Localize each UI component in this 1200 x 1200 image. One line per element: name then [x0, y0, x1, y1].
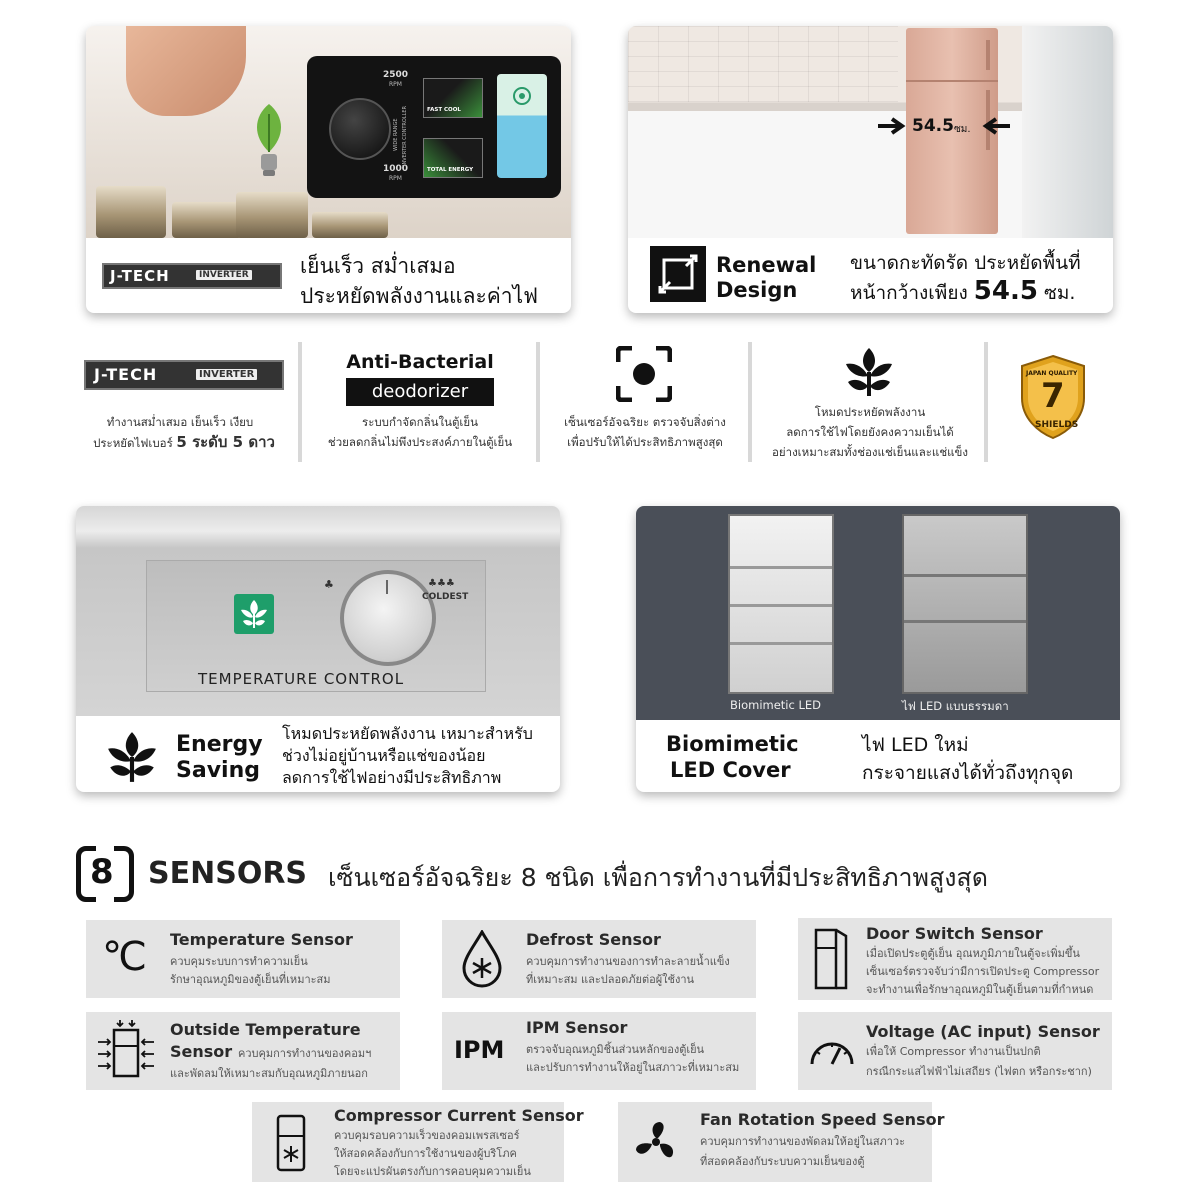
sensor-card-door-switch	[798, 918, 1112, 1000]
sensor-title-line2: Sensor	[170, 1042, 233, 1061]
inverter-panel	[86, 26, 571, 313]
controller-dial	[329, 98, 391, 160]
water-drop-icon	[460, 930, 504, 988]
led-title-1: Biomimetic	[666, 732, 799, 756]
sensor-desc: และปรับการทำงานให้อยู่ในสภาวะที่เหมาะสม	[526, 1061, 740, 1074]
eco-leaf-icon	[234, 594, 274, 634]
energy-desc-3: ลดการใช้ไฟอย่างมีประสิทธิภาพ	[282, 768, 502, 787]
jtech-badge-sub: INVERTER	[196, 270, 252, 280]
led-left-caption: Biomimetic LED	[730, 698, 822, 712]
shelf	[730, 566, 832, 569]
shield-number: 7	[1041, 376, 1065, 416]
temperature-control-label: TEMPERATURE CONTROL	[198, 670, 405, 688]
hand-image	[126, 26, 246, 116]
sensor-title: Outside Temperature	[170, 1020, 361, 1039]
leaf-icon	[842, 346, 896, 398]
vertical-label-1: WIDE RANGE	[393, 118, 399, 151]
window	[1022, 26, 1113, 238]
snowflake-triple-icon: ♣♣♣	[428, 578, 455, 589]
fridge-interior-standard	[902, 514, 1028, 694]
sensor-desc: เซ็นเซอร์ตรวจจับว่ามีการเปิดประตู Compressor	[866, 965, 1100, 978]
feature-4-line3: อย่างเหมาะสมทั้งช่องแช่เย็นและแช่แข็ง	[771, 445, 969, 459]
feature-1-line2-bold: 5 ระดับ 5 ดาว	[176, 433, 275, 451]
sensor-desc: และพัดลมให้เหมาะสมกับอุณหภูมิภายนอก	[170, 1067, 368, 1080]
feature-3-line1: เซ็นเซอร์อัจฉริยะ ตรวจจับสิ่งต่าง	[564, 415, 726, 429]
wall-tiles	[628, 26, 898, 102]
sensor-card-outside-temperature	[86, 1012, 400, 1090]
deodorizer-label: deodorizer	[371, 381, 469, 402]
jtech-badge-sub: INVERTER	[196, 369, 257, 380]
feature-divider	[298, 342, 302, 462]
jtech-badge	[102, 263, 282, 289]
energy-desc-2: ช่วงไม่อยู่บ้านหรือแช่ของน้อย	[282, 746, 486, 765]
energy-panel	[76, 506, 560, 792]
sensor-desc: ที่เหมาะสม และปลอดภัยต่อผู้ใช้งาน	[526, 973, 695, 986]
fridge-split	[906, 80, 998, 82]
renewal-desc-unit: ซม.	[1043, 282, 1076, 304]
sensor-desc: ควบคุมการทำงานของพัดลมให้อยู่ในสภาวะ	[700, 1135, 906, 1148]
led-right-caption: ไฟ LED แบบธรรมดา	[902, 699, 1009, 713]
sensor-desc: จะทำงานเพื่อรักษาอุณหภูมิในตู้เย็นตามที่กำหนด	[866, 983, 1094, 996]
sensor-desc: เพื่อให้ Compressor ทำงานเป็นปกติ	[866, 1045, 1041, 1058]
led-desc-1: ไฟ LED ใหม่	[862, 734, 969, 756]
renewal-title-1: Renewal	[716, 253, 817, 277]
leaf-icon	[104, 730, 160, 784]
feature-1-line2	[70, 432, 298, 453]
feature-2-line1: ระบบกำจัดกลิ่นในตู้เย็น	[362, 415, 478, 429]
shield-bottom-label: SHIELDS	[1035, 420, 1079, 430]
snowflake-single-icon: ♣	[324, 578, 334, 591]
feature-4-line1: โหมดประหยัดพลังงาน	[814, 405, 926, 419]
dial-indicator	[386, 580, 388, 594]
sensor-card-temperature	[86, 920, 400, 998]
feature-divider	[984, 342, 988, 462]
led-title-2: LED Cover	[670, 758, 791, 782]
rpm-low: 1000	[383, 164, 409, 174]
feature-4-line2: ลดการใช้ไฟโดยยังคงความเย็นได้	[786, 425, 954, 439]
jtech-badge-small	[84, 360, 284, 390]
sensor-desc: รักษาอุณหภูมิของตู้เย็นที่เหมาะสม	[170, 973, 331, 986]
fast-cool-label: FAST COOL	[427, 107, 461, 113]
sensors-count-gap-bottom	[96, 896, 114, 908]
rpm-high-unit: RPM	[389, 81, 402, 88]
sensor-title: Fan Rotation Speed Sensor	[700, 1110, 945, 1129]
anti-bacterial-title: Anti-Bacterial	[346, 351, 494, 373]
shelf	[730, 642, 832, 645]
kitchen-photo	[628, 26, 1113, 238]
sensor-card-ipm	[442, 1012, 756, 1090]
sensor-desc: ควบคุมรอบความเร็วของคอมเพรสเซอร์	[334, 1129, 520, 1142]
coin-stack	[172, 202, 242, 238]
fan-icon	[632, 1118, 680, 1166]
width-value: 54.5	[912, 116, 954, 136]
renewal-desc-prefix: หน้ากว้างเพียง	[850, 282, 968, 304]
renewal-desc-2	[850, 276, 1075, 308]
sensor-desc: ที่สอดคล้องกับระบบความเย็นของตู้	[700, 1155, 865, 1168]
sensors-title: เซ็นเซอร์อัจฉริยะ 8 ชนิด เพื่อการทำงานที่มีประสิทธิภาพสูงสุด	[328, 863, 988, 892]
sensor-desc: โดยจะแปรผันตรงกับการคอบคุมความเย็น	[334, 1165, 531, 1178]
led-desc-2: กระจายแสงได้ทั่วถึงทุกจุด	[862, 762, 1074, 784]
coin-stack	[312, 212, 388, 238]
width-unit: ซม.	[954, 124, 971, 135]
energy-title-2: Saving	[176, 758, 260, 783]
jtech-badge-main: J-TECH	[94, 365, 158, 384]
energy-title-1: Energy	[176, 732, 263, 757]
celsius-icon: ℃	[102, 934, 147, 980]
rpm-high: 2500	[383, 70, 409, 80]
arrow-right-icon	[878, 116, 908, 136]
arrow-left-icon	[980, 116, 1010, 136]
sensor-title: Compressor Current Sensor	[334, 1106, 584, 1125]
sensor-desc: ควบคุมการทำงานของคอมฯ	[238, 1047, 372, 1060]
temperature-dial[interactable]	[340, 570, 436, 666]
led-photo	[636, 506, 1120, 720]
sensor-card-voltage	[798, 1012, 1112, 1090]
sensor-title: Temperature Sensor	[170, 930, 353, 949]
vertical-label-2: INVERTER CONTROLLER	[402, 105, 408, 166]
coin-stack	[236, 192, 308, 238]
coldest-label: COLDEST	[422, 592, 469, 602]
sensor-desc: ควบคุมระบบการทำความเย็น	[170, 955, 308, 968]
sensor-card-compressor-current	[252, 1102, 584, 1182]
sensor-card-defrost	[442, 920, 756, 998]
feature-3-line2: เพื่อปรับให้ได้ประสิทธิภาพสูงสุด	[567, 435, 723, 449]
fridge-handle	[986, 40, 990, 70]
total-energy-label: TOTAL ENERGY	[427, 167, 474, 173]
sensors-count-gap-top	[96, 840, 114, 852]
feature-1-line2-prefix: ประหยัดไฟเบอร์	[93, 436, 173, 450]
inverter-caption-1: เย็นเร็ว สม่ำเสมอ	[300, 254, 456, 278]
power-icon	[510, 84, 534, 108]
ipm-icon: IPM	[454, 1036, 505, 1064]
outside-temp-icon	[96, 1020, 156, 1084]
shelf	[904, 574, 1026, 577]
sensors-title-bold: SENSORS	[148, 856, 308, 891]
renewal-desc-1: ขนาดกะทัดรัด ประหยัดพื้นที่	[850, 252, 1081, 274]
sensor-desc: ควบคุมการทำงานของการทำละลายน้ำแข็ง	[526, 955, 730, 968]
jtech-badge-main: J-TECH	[110, 267, 170, 285]
shelf	[730, 604, 832, 607]
shelf	[904, 620, 1026, 623]
feature-2-line2: ช่วยลดกลิ่นไม่พึงประสงค์ภายในตู้เย็น	[327, 435, 513, 449]
inverter-controller	[307, 56, 561, 198]
led-panel	[636, 506, 1120, 792]
compressor-icon	[276, 1114, 306, 1172]
sensor-title: Door Switch Sensor	[866, 924, 1043, 943]
control-photo	[76, 506, 560, 716]
fridge-door-icon	[814, 928, 848, 990]
sensors-count: 8	[90, 852, 114, 892]
renewal-desc-value: 54.5	[973, 276, 1038, 306]
renewal-panel	[628, 26, 1113, 313]
sensor-title: IPM Sensor	[526, 1018, 628, 1037]
sensor-title: Voltage (AC input) Sensor	[866, 1022, 1100, 1041]
rpm-low-unit: RPM	[389, 175, 402, 182]
sensor-desc: กรณีกระแสไฟฟ้าไม่เสถียร (ไฟตก หรือกระชาก)	[866, 1065, 1092, 1078]
inverter-photo	[86, 26, 571, 238]
energy-desc-1: โหมดประหยัดพลังงาน เหมาะสำหรับ	[282, 724, 533, 743]
inverter-caption-2: ประหยัดพลังงานและค่าไฟ	[300, 284, 538, 308]
feature-1-line1: ทำงานสม่ำเสมอ เย็นเร็ว เงียบ	[106, 415, 254, 429]
fridge-interior-led	[728, 514, 834, 694]
sensor-title: Defrost Sensor	[526, 930, 661, 949]
leaf-bulb-icon	[244, 96, 294, 186]
sensor-desc: เมื่อเปิดประตูตู้เย็น อุณหภูมิภายในตู้จะเพิ่มขึ้น	[866, 947, 1080, 960]
sensor-icon	[616, 346, 672, 402]
resize-icon	[650, 246, 706, 302]
shield-top-label: JAPAN QUALITY	[1026, 370, 1078, 377]
gauge-icon	[808, 1034, 856, 1066]
feature-divider	[748, 342, 752, 462]
renewal-title-2: Design	[716, 278, 798, 302]
coin-stack	[96, 186, 166, 238]
sensor-desc: ให้สอดคล้องกับการใช้งานของผู้บริโภค	[334, 1147, 517, 1160]
sensor-desc: ตรวจจับอุณหภูมิชิ้นส่วนหลักของตู้เย็น	[526, 1043, 705, 1056]
sensor-card-fan-rotation	[618, 1102, 945, 1182]
